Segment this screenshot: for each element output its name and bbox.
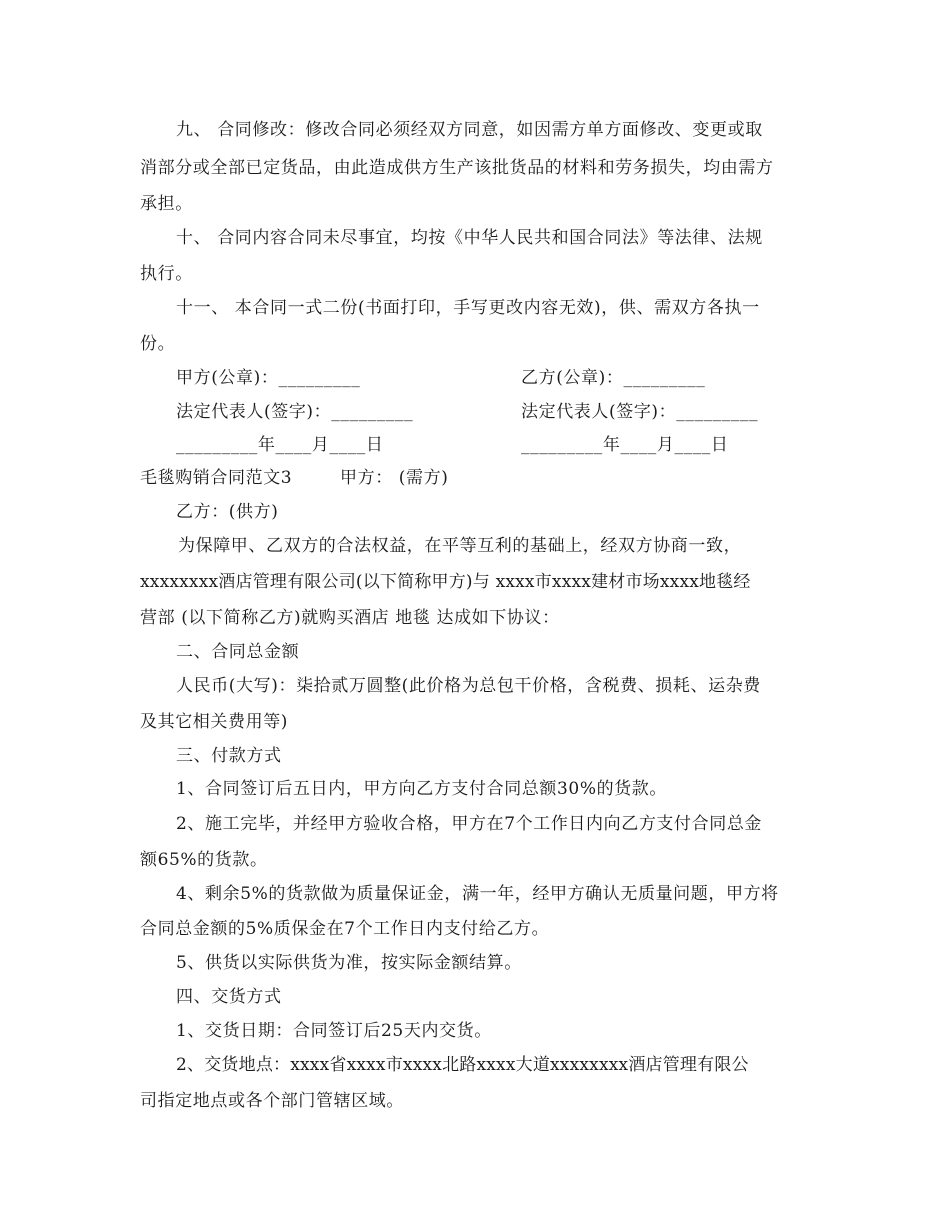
amount-line-2: 及其它相关费用等): [140, 712, 289, 732]
payment-item-2-line-2: 额65%的货款。: [140, 850, 268, 870]
party-b-seal: 乙方(公章)：_________: [521, 368, 706, 388]
amount-line-1: 人民币(大写)：柒拾贰万圆整(此价格为总包干价格，含税费、损耗、运杂费: [176, 676, 761, 696]
intro-line-1: 为保障甲、乙双方的合法权益，在平等互利的基础上，经双方协商一致，: [178, 536, 742, 556]
intro-line-2: xxxxxxxx酒店管理有限公司(以下简称甲方)与 xxxx市xxxx建材市场xxxx地毯经: [140, 572, 751, 592]
payment-item-2-line-1: 2、施工完毕，并经甲方验收合格，甲方在7个工作日内向乙方支付合同总金: [176, 814, 763, 834]
clause-10-line-1: 十、 合同内容合同未尽事宜，均按《中华人民共和国合同法》等法律、法规: [176, 228, 763, 248]
signature-row-date: [176, 433, 916, 457]
signature-row-rep: [176, 400, 916, 424]
section-title: 毛毯购销合同范文3: [140, 468, 293, 488]
clause-9-line-2: 消部分或全部已定货品，由此造成供方生产该批货品的材料和劳务损失，均由需方: [140, 158, 774, 178]
payment-item-4-line-1: 4、剩余5%的货款做为质量保证金，满一年，经甲方确认无质量问题，甲方将: [176, 884, 779, 904]
payment-item-1: 1、合同签订后五日内，甲方向乙方支付合同总额30%的货款。: [176, 779, 667, 799]
party-b-representative: 法定代表人(签字)：_________: [521, 402, 759, 422]
signature-row-seal: [176, 366, 916, 390]
party-b-date: _________年____月____日: [521, 435, 729, 455]
section-3-title-row: [140, 466, 880, 490]
payment-item-4-line-2: 合同总金额的5%质保金在7个工作日内支付给乙方。: [140, 919, 550, 939]
delivery-item-2-line-1: 2、交货地点：xxxx省xxxx市xxxx北路xxxx大道xxxxxxxx酒店管理有限公: [176, 1055, 749, 1075]
clause-10-line-2: 执行。: [140, 264, 193, 284]
party-a-buyer: 甲方： (需方): [340, 468, 449, 488]
party-a-representative: 法定代表人(签字)：_________: [176, 402, 414, 422]
heading-payment: 三、付款方式: [176, 746, 282, 766]
clause-11-line-2: 份。: [140, 334, 176, 354]
delivery-item-2-line-2: 司指定地点或各个部门管辖区域。: [140, 1091, 404, 1111]
heading-total-amount: 二、合同总金额: [176, 642, 300, 662]
party-a-date: _________年____月____日: [176, 435, 384, 455]
delivery-item-1: 1、交货日期：合同签订后25天内交货。: [176, 1021, 492, 1041]
clause-11-line-1: 十一、 本合同一式二份(书面打印，手写更改内容无效)，供、需双方各执一: [176, 298, 760, 318]
party-a-seal: 甲方(公章)：_________: [176, 368, 361, 388]
intro-line-3: 营部 (以下简称乙方)就购买酒店 地毯 达成如下协议：: [140, 608, 560, 628]
clause-9-line-1: 九、 合同修改：修改合同必须经双方同意，如因需方单方面修改、变更或取: [176, 120, 763, 140]
heading-delivery: 四、交货方式: [176, 987, 282, 1007]
party-b-supplier: 乙方：(供方): [176, 502, 279, 522]
clause-9-line-3: 承担。: [140, 194, 193, 214]
payment-item-5: 5、供货以实际供货为准，按实际金额结算。: [176, 953, 522, 973]
